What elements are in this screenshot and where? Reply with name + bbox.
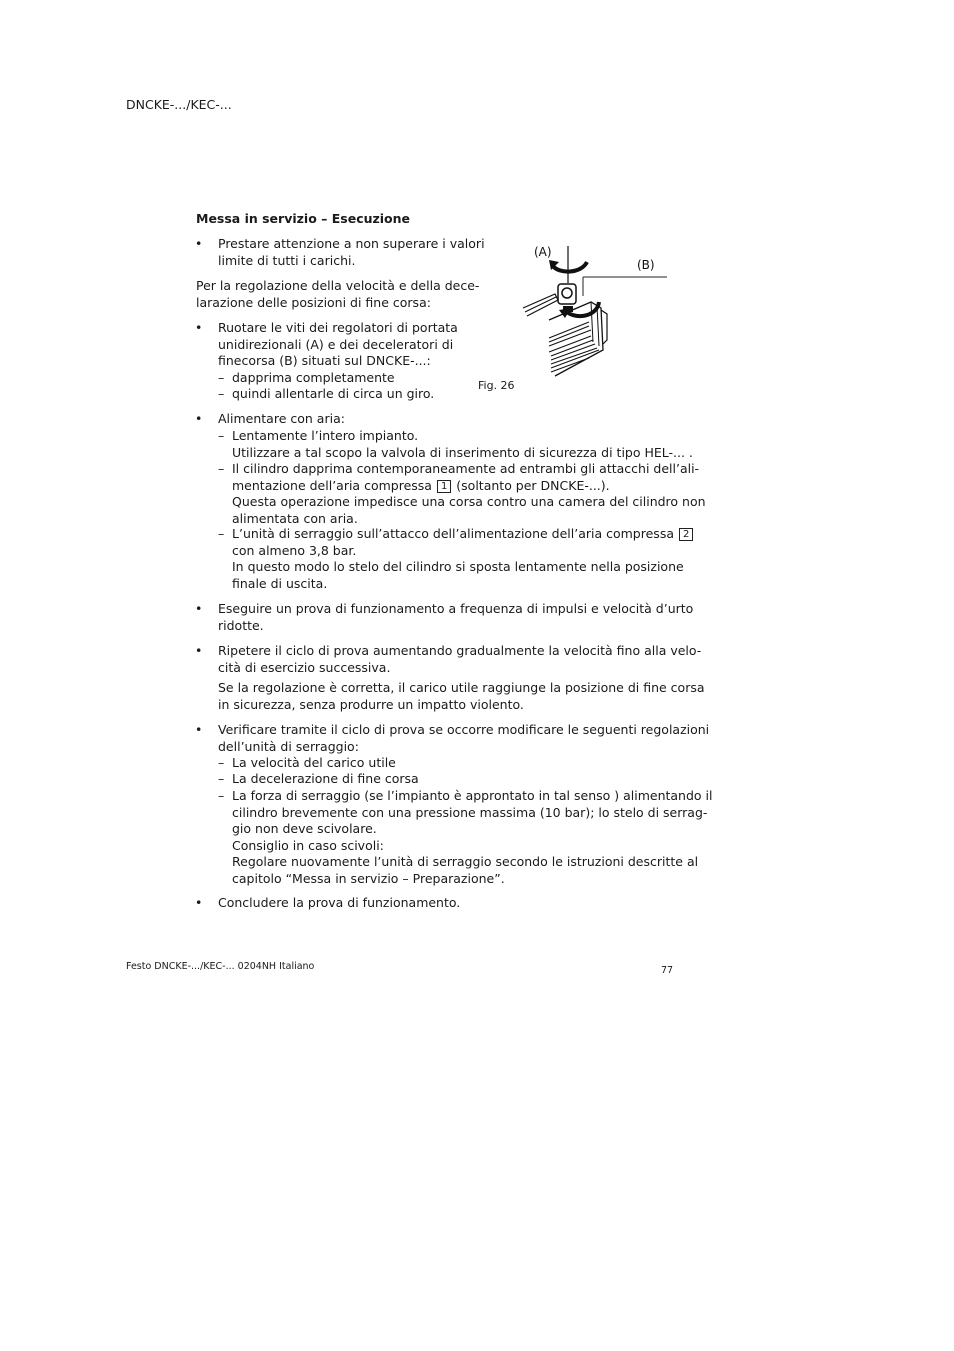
dash-item: dapprima completamente <box>232 370 395 385</box>
text-line: Verificare tramite il ciclo di prova se occorre modificare le seguenti regolazioni <box>218 722 710 737</box>
text-line: La forza di serraggio (se l’impianto è approntato in tal senso ) alimentando il <box>232 788 713 803</box>
figure-label-b: (B) <box>637 258 655 272</box>
bullet-marker: • <box>195 895 203 910</box>
text-line: Ripetere il ciclo di prova aumentando gradualmente la velocità fino alla velo- <box>218 643 702 658</box>
bullet-text <box>218 236 485 269</box>
text-line: finecorsa (B) situati sul DNCKE-...: <box>218 353 431 368</box>
section-title: Messa in servizio – Esecuzione <box>196 211 411 226</box>
text-line: ridotte. <box>218 617 264 633</box>
dash-item: quindi allentarle di circa un giro. <box>232 386 435 401</box>
text-line: In questo modo lo stelo del cilindro si sposta lentamente nella posizione <box>232 559 684 574</box>
text-line: Se la regolazione è corretta, il carico utile raggiunge la posizione di fine corsa <box>218 680 705 695</box>
dash-marker: – <box>218 370 225 385</box>
text-line <box>232 526 694 543</box>
text-line <box>232 478 706 495</box>
text-line: Regolare nuovamente l’unità di serraggio secondo le istruzioni descritte al <box>232 854 699 869</box>
text-line: Il cilindro dapprima contemporaneamente ad entrambi gli attacchi dell’ali- <box>232 461 700 476</box>
text-line: Utilizzare a tal scopo la valvola di inserimento di sicurezza di tipo HEL-... . <box>232 444 693 460</box>
bullet-marker: • <box>195 236 203 251</box>
text-line: Questa operazione impedisce una corsa contro una camera del cilindro non <box>232 494 706 509</box>
paragraph <box>218 680 705 713</box>
text-line: larazione delle posizioni di fine corsa: <box>196 294 431 310</box>
text-line: Per la regolazione della velocità e della dece- <box>196 278 480 293</box>
paragraph <box>196 278 479 311</box>
dash-marker: – <box>218 788 225 803</box>
text-fragment: (soltanto per DNCKE-...). <box>456 477 610 493</box>
text-line: Eseguire un prova di funzionamento a frequenza di impulsi e velocità d’urto <box>218 601 694 616</box>
bullet-text <box>218 320 458 370</box>
text-line: in sicurezza, senza produrre un impatto violento. <box>218 696 524 712</box>
running-header: DNCKE-.../KEC-... <box>126 97 232 112</box>
text-line: gio non deve scivolare. <box>232 821 377 836</box>
figure-label-a: (A) <box>534 245 552 259</box>
text-fragment: L’unità di serraggio sull’attacco dell’alimentazione dell’aria compressa <box>232 526 674 541</box>
text-line: alimentata con aria. <box>232 510 358 526</box>
dash-item: La decelerazione di fine corsa <box>232 771 419 786</box>
dash-marker: – <box>218 428 225 443</box>
port-number-box: 1 <box>437 480 451 493</box>
bullet-marker: • <box>195 601 203 616</box>
text-line: Ruotare le viti dei regolatori di portata <box>218 320 458 335</box>
dash-marker: – <box>218 461 225 476</box>
text-fragment: mentazione dell’aria compressa <box>232 477 432 493</box>
bullet-marker: • <box>195 411 203 426</box>
dash-marker: – <box>218 755 225 770</box>
dash-item <box>232 788 712 887</box>
bullet-marker: • <box>195 643 203 658</box>
port-number-box: 2 <box>679 528 693 541</box>
dash-item <box>232 428 693 461</box>
dash-item: La velocità del carico utile <box>232 755 396 770</box>
bullet-text <box>218 601 693 634</box>
bullet-text <box>218 722 709 755</box>
text-line: con almeno 3,8 bar. <box>232 542 357 558</box>
text-line: Consiglio in caso scivoli: <box>232 837 384 853</box>
text-line: Prestare attenzione a non superare i valori <box>218 236 485 251</box>
bullet-text: Alimentare con aria: <box>218 411 345 426</box>
text-line: limite di tutti i carichi. <box>218 252 356 268</box>
footer-doc-id: Festo DNCKE-.../KEC-... 0204NH Italiano <box>126 961 315 972</box>
text-line: cità di esercizio successiva. <box>218 659 391 675</box>
text-line: Lentamente l’intero impianto. <box>232 428 419 443</box>
bullet-text <box>218 643 701 676</box>
text-line: finale di uscita. <box>232 575 328 591</box>
figure-26-illustration <box>515 238 675 380</box>
text-line: dell’unità di serraggio: <box>218 738 359 754</box>
figure-caption: Fig. 26 <box>478 379 515 392</box>
page-number: 77 <box>661 965 674 976</box>
dash-marker: – <box>218 771 225 786</box>
dash-marker: – <box>218 526 225 541</box>
bullet-marker: • <box>195 722 203 737</box>
dash-item <box>232 461 706 527</box>
text-line: cilindro brevemente con una pressione massima (10 bar); lo stelo di serrag- <box>232 804 708 820</box>
bullet-marker: • <box>195 320 203 335</box>
text-line: unidirezionali (A) e dei deceleratori di <box>218 336 454 352</box>
bullet-text: Concludere la prova di funzionamento. <box>218 895 461 910</box>
dash-item <box>232 526 694 592</box>
dash-marker: – <box>218 386 225 401</box>
text-line: capitolo “Messa in servizio – Preparazione”. <box>232 870 505 886</box>
